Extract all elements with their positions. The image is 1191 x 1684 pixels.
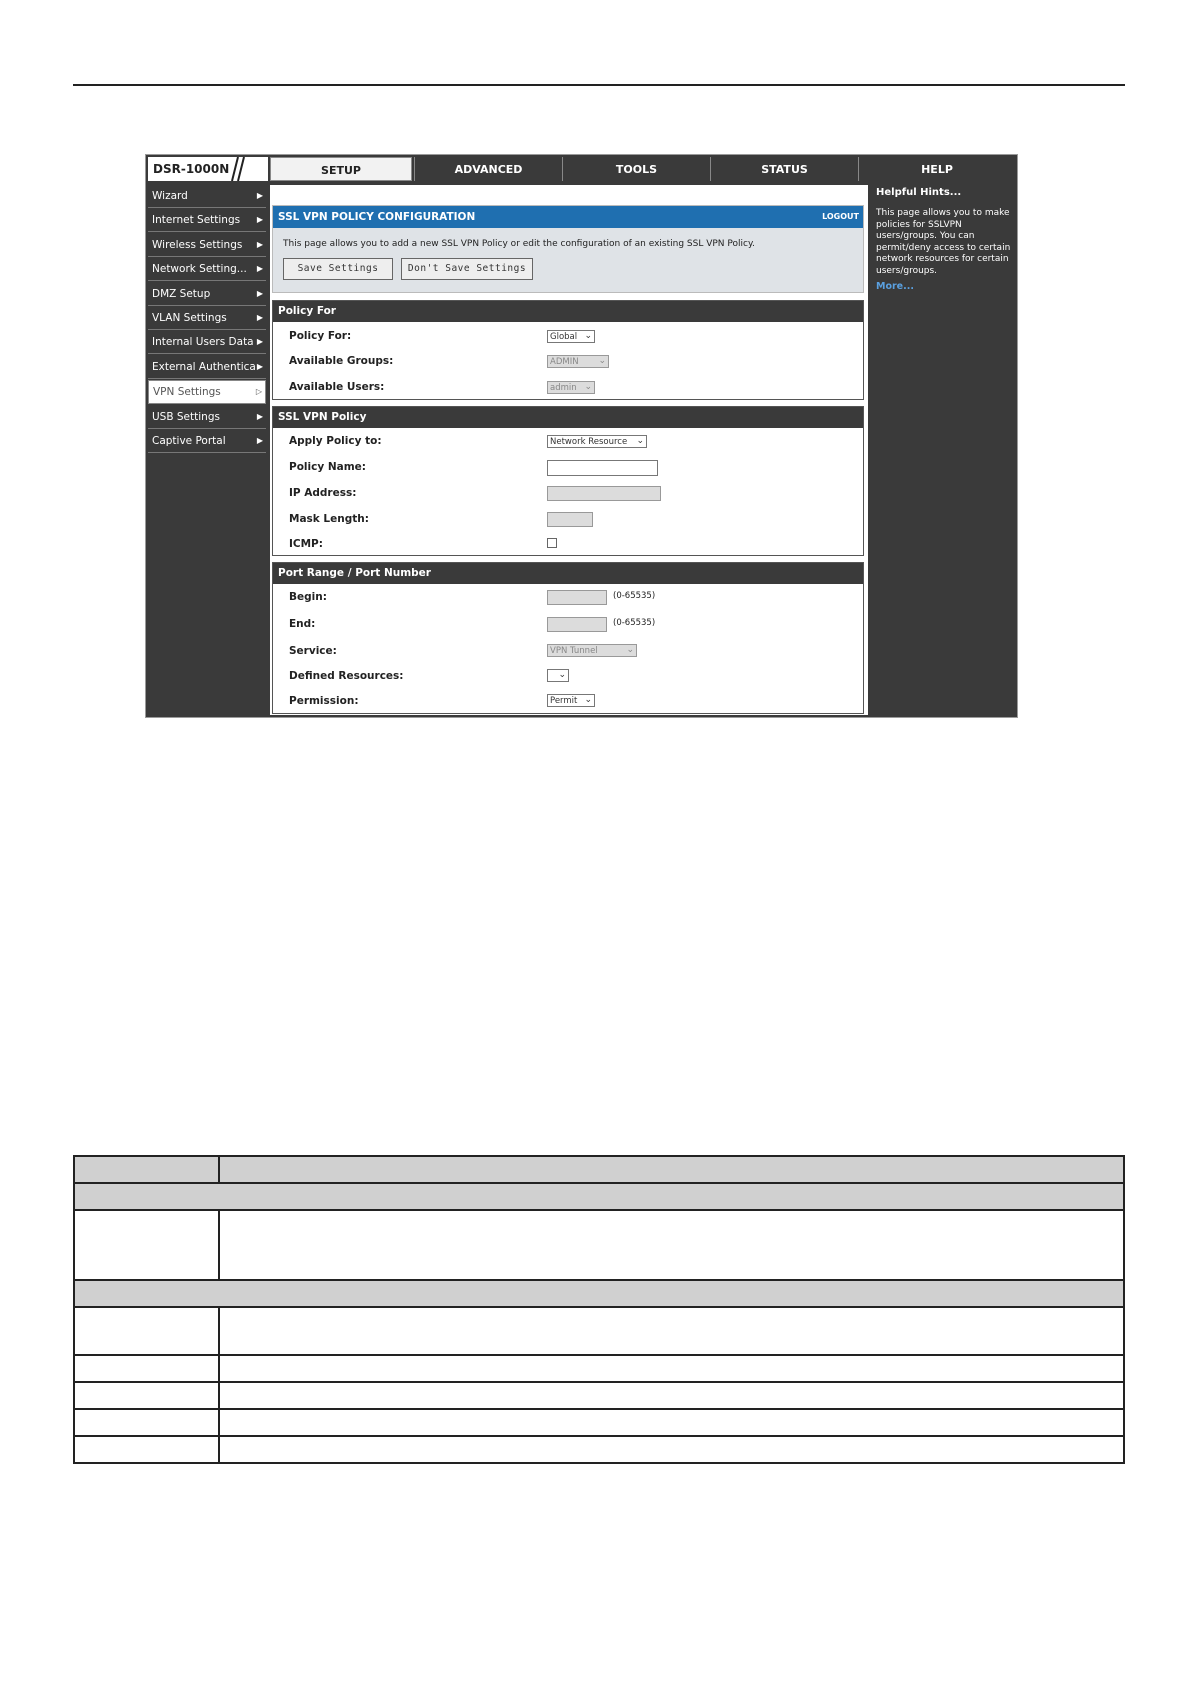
mask-length-input[interactable]	[547, 512, 593, 527]
field-description-table	[73, 1155, 1125, 1464]
sidebar-item-captive-portal[interactable]	[148, 430, 266, 453]
select-value: admin	[550, 383, 577, 393]
table-row	[74, 1307, 1124, 1355]
select-value: VPN Tunnel	[550, 646, 598, 656]
product-logo-text: DSR-1000N	[153, 162, 230, 176]
tab-setup[interactable]: SETUP	[270, 157, 412, 181]
sidebar-item-label: Internet Settings	[152, 214, 241, 227]
caret-right-icon: ▶	[256, 361, 263, 371]
policy-name-input[interactable]	[547, 460, 658, 476]
sidebar-item-label: Captive Portal	[152, 434, 226, 447]
caret-right-outline-icon: ▷	[255, 387, 262, 397]
select-value: Network Resource	[550, 437, 628, 447]
product-logo	[148, 157, 268, 181]
help-panel	[872, 183, 1015, 292]
logout-link[interactable]: LOGOUT	[822, 212, 859, 221]
caret-right-icon: ▶	[256, 435, 263, 445]
begin-range-hint: (0-65535)	[613, 591, 656, 601]
sidebar-item-label: Network Setting...	[152, 263, 247, 276]
available-groups-select[interactable]	[547, 355, 609, 368]
help-more-link[interactable]: More...	[876, 281, 914, 292]
tab-status[interactable]: STATUS	[710, 157, 858, 181]
sidebar-item-wireless-settings[interactable]	[148, 234, 266, 257]
apply-policy-label: Apply Policy to:	[289, 435, 382, 447]
policy-for-section	[272, 300, 864, 400]
icmp-checkbox[interactable]	[547, 538, 557, 548]
sidebar-item-vlan-settings[interactable]	[148, 307, 266, 330]
available-users-select[interactable]	[547, 381, 595, 394]
sidebar-item-label: Internal Users Data	[152, 336, 254, 349]
table-header-row	[74, 1156, 1124, 1183]
sidebar-item-vpn-settings[interactable]	[148, 380, 266, 404]
caret-right-icon: ▶	[256, 337, 263, 347]
help-text: This page allows you to make policies for SSLVPN users/groups. You can permit/deny access to certain network resources for certain users/groups.	[876, 208, 1011, 276]
begin-label: Begin:	[289, 591, 327, 603]
policy-name-label: Policy Name:	[289, 461, 366, 473]
table-section-row	[74, 1183, 1124, 1210]
table-section-row	[74, 1280, 1124, 1307]
caret-right-icon: ▶	[256, 191, 263, 200]
chevron-down-icon: ⌄	[636, 436, 644, 446]
sidebar-item-label: Wireless Settings	[152, 238, 243, 251]
caret-right-icon: ▶	[256, 239, 263, 249]
available-users-label: Available Users:	[289, 381, 385, 393]
page-top-rule	[73, 84, 1125, 86]
permission-label: Permission:	[289, 695, 359, 707]
defined-resources-label: Defined Resources:	[289, 670, 404, 682]
sidebar-item-network-settings[interactable]	[148, 258, 266, 281]
end-label: End:	[289, 618, 316, 630]
section-header: Policy For	[273, 301, 863, 322]
chevron-down-icon: ⌄	[584, 382, 592, 392]
router-ui-screenshot	[145, 154, 1018, 718]
mask-length-label: Mask Length:	[289, 513, 369, 525]
caret-right-icon: ▶	[256, 411, 263, 421]
table-row	[74, 1355, 1124, 1382]
caret-right-icon: ▶	[256, 288, 263, 298]
tab-advanced[interactable]: ADVANCED	[414, 157, 562, 181]
begin-port-input[interactable]	[547, 590, 607, 605]
chevron-down-icon: ⌄	[584, 331, 592, 341]
port-range-section	[272, 562, 864, 714]
chevron-down-icon: ⌄	[558, 670, 566, 680]
table-row	[74, 1436, 1124, 1463]
select-value: Global	[550, 332, 578, 342]
defined-resources-select[interactable]	[547, 669, 569, 682]
icmp-label: ICMP:	[289, 538, 323, 550]
select-value: ADMIN	[550, 357, 579, 367]
service-label: Service:	[289, 645, 337, 657]
sidebar-item-internet-settings[interactable]	[148, 209, 266, 232]
page-description: This page allows you to add a new SSL VPN Policy or edit the configuration of an existing SSL VPN Policy.	[283, 239, 755, 249]
sidebar-item-label: DMZ Setup	[152, 287, 211, 300]
sidebar-item-usb-settings[interactable]	[148, 406, 266, 429]
end-range-hint: (0-65535)	[613, 618, 656, 628]
sidebar-item-wizard[interactable]	[148, 185, 266, 208]
help-title: Helpful Hints...	[876, 187, 962, 198]
sidebar-item-label: USB Settings	[152, 410, 220, 423]
section-header: SSL VPN Policy	[273, 407, 863, 428]
page-title: SSL VPN POLICY CONFIGURATION	[278, 211, 476, 223]
config-banner	[272, 205, 864, 293]
dont-save-settings-button[interactable]: Don't Save Settings	[401, 258, 533, 280]
chevron-down-icon: ⌄	[584, 695, 592, 705]
caret-right-icon: ▶	[256, 312, 263, 322]
policy-for-label: Policy For:	[289, 330, 352, 342]
select-value: Permit	[550, 696, 578, 706]
banner-header	[273, 206, 863, 228]
sidebar-item-dmz-setup[interactable]	[148, 283, 266, 306]
sidebar	[148, 185, 266, 454]
caret-right-icon: ▶	[256, 215, 263, 225]
chevron-down-icon: ⌄	[598, 356, 606, 366]
ip-address-label: IP Address:	[289, 487, 357, 499]
tab-help[interactable]: HELP	[858, 157, 1015, 181]
table-row	[74, 1382, 1124, 1409]
end-port-input[interactable]	[547, 617, 607, 632]
ssl-vpn-policy-section	[272, 406, 864, 556]
available-groups-label: Available Groups:	[289, 355, 394, 367]
table-row	[74, 1210, 1124, 1280]
sidebar-item-label: External Authentica	[152, 360, 256, 373]
service-select[interactable]	[547, 644, 637, 657]
main-content	[270, 185, 868, 715]
sidebar-item-internal-users-data[interactable]	[148, 331, 266, 354]
sidebar-item-label: VLAN Settings	[152, 311, 227, 324]
chevron-down-icon: ⌄	[626, 645, 634, 655]
logo-slash-icon	[226, 157, 246, 181]
section-header: Port Range / Port Number	[273, 563, 863, 584]
table-row	[74, 1409, 1124, 1436]
sidebar-item-label: VPN Settings	[153, 386, 221, 399]
ip-address-input[interactable]	[547, 486, 661, 501]
apply-policy-select[interactable]	[547, 435, 647, 448]
policy-for-select[interactable]	[547, 330, 595, 343]
permission-select[interactable]	[547, 694, 595, 707]
sidebar-item-external-authentication[interactable]	[148, 356, 266, 379]
tab-tools[interactable]: TOOLS	[562, 157, 710, 181]
sidebar-item-label: Wizard	[152, 190, 188, 202]
save-settings-button[interactable]: Save Settings	[283, 258, 393, 280]
caret-right-icon: ▶	[256, 264, 263, 274]
